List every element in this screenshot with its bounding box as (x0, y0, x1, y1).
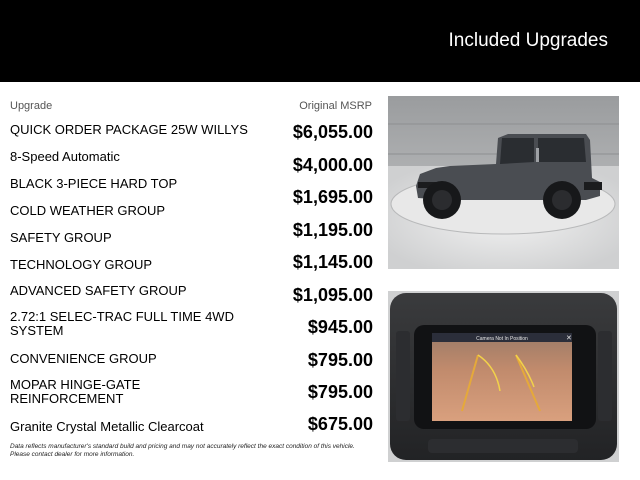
camera-photo (388, 291, 619, 462)
svg-text:✕: ✕ (566, 335, 572, 342)
backup-camera-icon (388, 291, 619, 462)
upgrade-name: CONVENIENCE GROUP (10, 351, 157, 366)
upgrade-name: 2.72:1 SELEC-TRAC FULL TIME 4WD SYSTEM (10, 309, 234, 338)
upgrade-price: $945.00 (307, 317, 373, 337)
upgrade-price: $1,195.00 (292, 220, 373, 240)
upgrade-name: BLACK 3-PIECE HARD TOP (10, 176, 178, 191)
upgrade-name: ADVANCED SAFETY GROUP (10, 283, 187, 298)
vehicle-photo (388, 96, 619, 269)
upgrade-price: $1,095.00 (292, 285, 373, 305)
page-title: Included Upgrades (448, 30, 608, 51)
upgrade-price: $675.00 (307, 414, 373, 434)
upgrade-name: MOPAR HINGE-GATE REINFORCEMENT (10, 377, 141, 406)
upgrade-name: TECHNOLOGY GROUP (10, 257, 153, 272)
upgrade-column-header: Upgrade (10, 100, 53, 112)
upgrade-price: $795.00 (307, 382, 373, 402)
upgrade-price: $6,055.00 (292, 122, 373, 142)
disclaimer: Data reflects manufacturer's standard build and pricing and may not accurately reflect the exact condition of this vehicle. Please contact dealer for more information. (10, 443, 355, 458)
upgrade-price: $1,695.00 (292, 187, 373, 207)
upgrade-name: 8-Speed Automatic (10, 149, 120, 164)
upgrade-price: $4,000.00 (292, 155, 373, 175)
upgrade-name: Granite Crystal Metallic Clearcoat (10, 419, 204, 434)
camera-status-text: Camera Not In Position (476, 336, 528, 342)
msrp-column-header: Original MSRP (299, 100, 372, 112)
upgrade-price: $1,145.00 (292, 252, 373, 272)
upgrade-name: SAFETY GROUP (10, 230, 112, 245)
jeep-vehicle-icon (388, 96, 619, 269)
upgrade-name: COLD WEATHER GROUP (10, 203, 166, 218)
upgrade-price: $795.00 (307, 350, 373, 370)
header-bar (0, 0, 640, 82)
upgrade-name: QUICK ORDER PACKAGE 25W WILLYS (10, 122, 248, 137)
